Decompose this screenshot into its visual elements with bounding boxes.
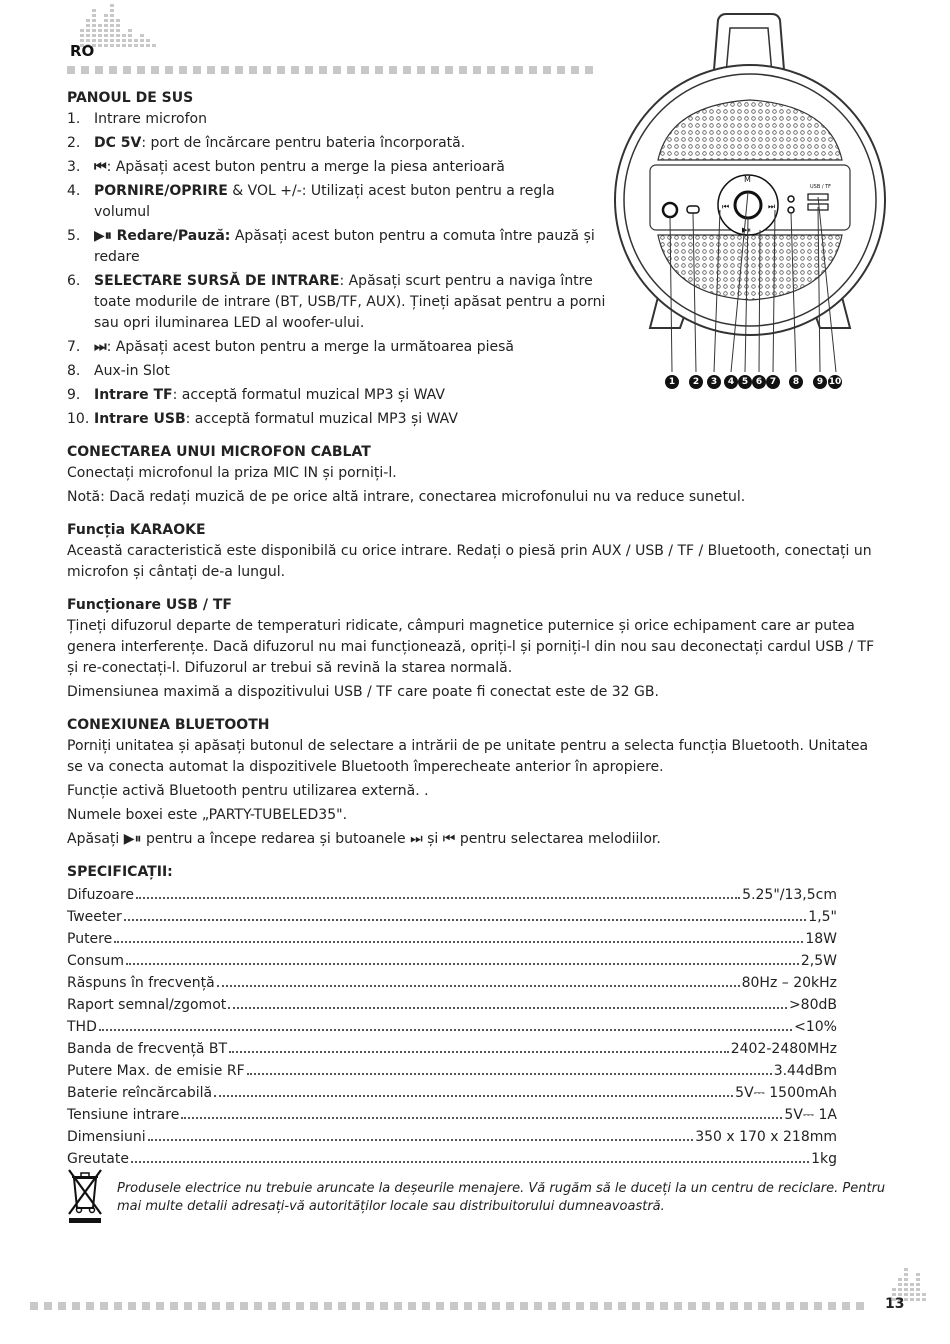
mic-p1: Conectați microfonul la priza MIC IN și porniți-l. <box>67 465 397 481</box>
callout-7: 7 <box>766 375 780 389</box>
bluetooth-section <box>67 715 882 850</box>
spec-row: Putere Max. de emisie RF 3.44dBm <box>67 1063 837 1079</box>
callout-8: 8 <box>789 375 803 389</box>
footer-divider <box>30 1302 864 1310</box>
next-track-icon: ⏭ <box>410 831 423 847</box>
m-button-label: M <box>744 175 751 184</box>
usb-section <box>67 595 882 703</box>
bluetooth-p4: Apăsați ▶⏸ pentru a începe redarea și butoanele ⏭ și ⏮ pentru selectarea melodiilor. <box>67 831 661 847</box>
spec-row: Banda de frecvență BT 2402-2480MHz <box>67 1041 837 1057</box>
bluetooth-p3: Numele boxei este „PARTY-TUBELED35". <box>67 807 348 823</box>
bluetooth-p2: Funcție activă Bluetooth pentru utilizarea externă. . <box>67 783 429 799</box>
page-number: 13 <box>885 1296 905 1312</box>
header-divider <box>67 66 593 74</box>
mic-section <box>67 442 882 508</box>
play-pause-icon: ▶⏸ <box>123 831 142 847</box>
callout-3: 3 <box>707 375 721 389</box>
manual-content <box>67 88 882 1171</box>
specs-title: SPECIFICAȚII: <box>67 864 173 880</box>
svg-text:⏮: ⏮ <box>722 202 730 211</box>
specs-section <box>67 862 882 1171</box>
language-tag: RO <box>70 42 95 60</box>
list-item: 4. PORNIRE/OPRIRE & VOL +/-: Utilizați acest buton pentru a regla volumul <box>67 183 555 220</box>
list-item: 7. ⏭: Apăsați acest buton pentru a merge la următoarea piesă <box>67 339 514 355</box>
header-equalizer-logo <box>80 4 156 47</box>
karaoke-p1: Această caracteristică este disponibilă cu orice intrare. Redați o piesă prin AUX / USB / TF / Bluetooth, conectați un microfon și cântați de-a lungul. <box>67 543 872 580</box>
callout-5: 5 <box>738 375 752 389</box>
karaoke-title: Funcția KARAOKE <box>67 522 206 538</box>
spec-row: Greutate 1kg <box>67 1151 837 1167</box>
mic-p2: Notă: Dacă redați muzică de pe orice altă intrare, conectarea microfonului nu va reduce sunetul. <box>67 489 746 505</box>
previous-track-icon: ⏮ <box>442 831 456 847</box>
list-item: 10. Intrare USB: acceptă formatul muzical MP3 și WAV <box>67 411 458 427</box>
callout-10: 10 <box>828 377 842 387</box>
list-item: 2. DC 5V: port de încărcare pentru bateria încorporată. <box>67 135 466 151</box>
spec-row: Raport semnal/zgomot >80dB <box>67 997 837 1013</box>
list-item: 5. ▶⏸ Redare/Pauză: Apăsați acest buton pentru a comuta între pauză și redare <box>67 228 595 265</box>
spec-row: Baterie reîncărcabilă 5V⎓ 1500mAh <box>67 1085 837 1101</box>
list-item: 3. ⏮: Apăsați acest buton pentru a merge la piesa anterioară <box>67 159 505 175</box>
top-panel-list <box>67 109 612 430</box>
bluetooth-title: CONEXIUNEA BLUETOOTH <box>67 717 270 733</box>
callout-2: 2 <box>689 375 703 389</box>
specs-table <box>67 885 837 1171</box>
karaoke-section <box>67 520 882 583</box>
svg-text:▶⏸: ▶⏸ <box>742 226 751 234</box>
mic-title: CONECTAREA UNUI MICROFON CABLAT <box>67 444 371 460</box>
list-item: 8. Aux-in Slot <box>67 363 170 379</box>
spec-row: Putere 18W <box>67 931 837 947</box>
disposal-note: Produsele electrice nu trebuie aruncate la deșeurile menajere. Vă rugăm să le duceți la un centru de reciclare. Pentru mai multe detalii adresați-vă autorităților locale sau distribuitorului dumneavoastră. <box>117 1181 886 1214</box>
spec-row: Consum 2,5W <box>67 953 837 969</box>
spec-row: Difuzoare 5.25"/13,5cm <box>67 887 837 903</box>
callout-9: 9 <box>813 375 827 389</box>
usb-p1: Țineți difuzorul departe de temperaturi ridicate, câmpuri magnetice puternice și orice echipament care ar putea genera interferențe. Dacă difuzorul nu mai funcționează, opriți-l și porniți-l din nou sau deconectați cardul USB / TF și re-conectați-l. Difuzorul ar trebui să revină la starea normală. <box>67 618 875 676</box>
callout-1: 1 <box>665 375 679 389</box>
list-item: 1. Intrare microfon <box>67 111 207 127</box>
callout-6: 6 <box>752 375 766 389</box>
list-item: 9. Intrare TF: acceptă formatul muzical MP3 și WAV <box>67 387 445 403</box>
callout-4: 4 <box>724 375 738 389</box>
svg-text:⏭: ⏭ <box>768 202 776 211</box>
spec-row: Tensiune intrare 5V⎓ 1A <box>67 1107 837 1123</box>
list-item: 6. SELECTARE SURSĂ DE INTRARE: Apăsați scurt pentru a naviga între toate modurile de intrare (BT, USB/TF, AUX). Țineți apăsat pentru a porni sau opri iluminarea LED al woofer-ului. <box>67 273 606 331</box>
top-panel-title: PANOUL DE SUS <box>67 90 194 106</box>
bluetooth-p1: Porniți unitatea și apăsați butonul de selectare a intrării de pe unitate pentru a selecta funcția Bluetooth. Unitatea se va conecta automat la dispozitivele Bluetooth împerecheate anterior în apropiere. <box>67 738 869 775</box>
spec-row: THD <10% <box>67 1019 837 1035</box>
spec-row: Răspuns în frecvență 80Hz – 20kHz <box>67 975 837 991</box>
spec-row: Dimensiuni 350 x 170 x 218mm <box>67 1129 837 1145</box>
usb-p2: Dimensiunea maximă a dispozitivului USB / TF care poate fi conectat este de 32 GB. <box>67 684 659 700</box>
usb-tf-label: USB / TF <box>810 184 832 190</box>
weee-bin-icon <box>67 1168 103 1224</box>
spec-row: Tweeter 1,5" <box>67 909 837 925</box>
usb-title: Funcționare USB / TF <box>67 597 232 613</box>
